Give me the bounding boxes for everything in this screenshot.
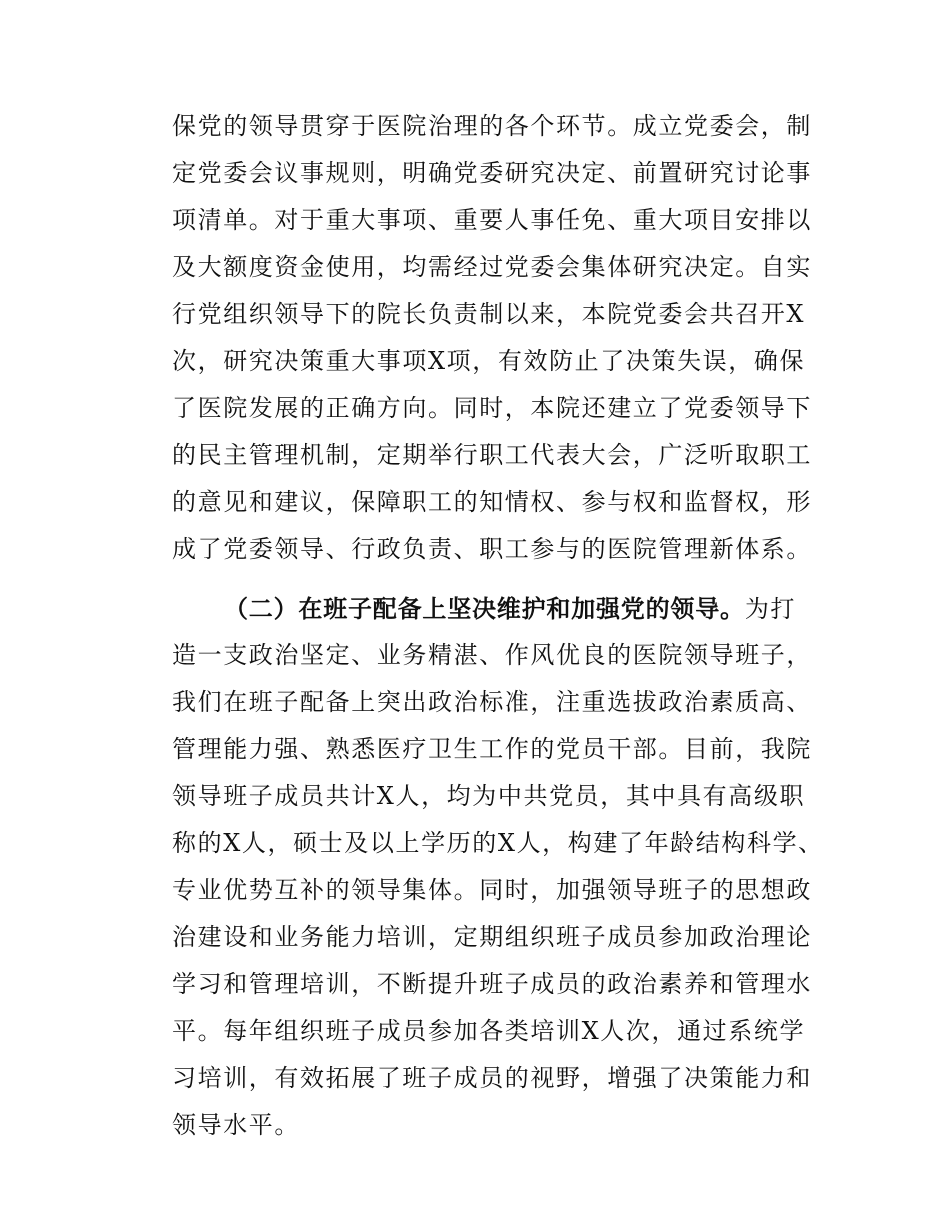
document-body bbox=[172, 103, 824, 1149]
text-line: 及大额度资金使用，均需经过党委会集体研究决定。自实 bbox=[172, 253, 812, 281]
text-line: 习培训，有效拓展了班子成员的视野，增强了决策能力和 bbox=[172, 1064, 812, 1092]
heading-trailing-text: 为打 bbox=[744, 595, 797, 623]
text-line: 保党的领导贯穿于医院治理的各个环节。成立党委会，制 bbox=[172, 112, 812, 140]
text-line: 学习和管理培训，不断提升班子成员的政治素养和管理水 bbox=[172, 970, 812, 998]
text-line: 领导水平。 bbox=[172, 1111, 300, 1139]
text-line: 次，研究决策重大事项X项，有效防止了决策失误，确保 bbox=[172, 347, 806, 375]
text-line: 项清单。对于重大事项、重要人事任免、重大项目安排以 bbox=[172, 206, 812, 234]
text-line: 治建设和业务能力培训，定期组织班子成员参加政治理论 bbox=[172, 923, 812, 951]
paragraph-2 bbox=[172, 585, 824, 1149]
text-line: 专业优势互补的领导集体。同时，加强领导班子的思想政 bbox=[172, 876, 812, 904]
text-line: 管理能力强、熟悉医疗卫生工作的党员干部。目前，我院 bbox=[172, 735, 812, 763]
paragraph-1 bbox=[172, 103, 812, 573]
text-line: 造一支政治坚定、业务精湛、作风优良的医院领导班子， bbox=[172, 641, 812, 669]
text-line: 行党组织领导下的院长负责制以来，本院党委会共召开X bbox=[172, 300, 806, 328]
text-line-first bbox=[172, 585, 797, 632]
text-line: 我们在班子配备上突出政治标准，注重选拔政治素质高、 bbox=[172, 688, 812, 716]
text-line: 称的X人，硕士及以上学历的X人，构建了年龄结构科学、 bbox=[172, 829, 824, 857]
text-line: 领导班子成员共计X人，均为中共党员，其中具有高级职 bbox=[172, 782, 806, 810]
text-line: 平。每年组织班子成员参加各类培训X人次，通过系统学 bbox=[172, 1017, 806, 1045]
text-line: 的民主管理机制，定期举行职工代表大会，广泛听取职工 bbox=[172, 441, 812, 469]
text-line: 了医院发展的正确方向。同时，本院还建立了党委领导下 bbox=[172, 394, 812, 422]
text-line: 成了党委领导、行政负责、职工参与的医院管理新体系。 bbox=[172, 535, 812, 563]
text-line: 定党委会议事规则，明确党委研究决定、前置研究讨论事 bbox=[172, 159, 812, 187]
section-heading: （二）在班子配备上坚决维护和加强党的领导。 bbox=[224, 594, 745, 623]
text-line: 的意见和建议，保障职工的知情权、参与权和监督权，形 bbox=[172, 488, 812, 516]
